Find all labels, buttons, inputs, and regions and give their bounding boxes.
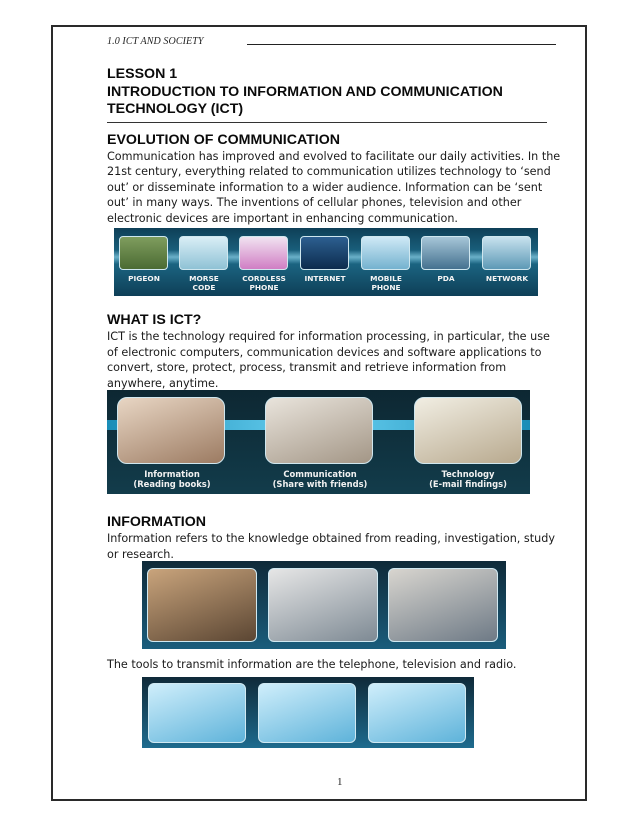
header-rule [247, 44, 556, 45]
ict-label-information-line2: (Reading books) [133, 479, 211, 489]
page-content [107, 66, 562, 226]
pigeon-photo [119, 236, 168, 270]
lesson-title-line2: TECHNOLOGY (ICT) [107, 101, 244, 117]
evolution-illustration [114, 228, 538, 296]
ict-label-communication [255, 469, 385, 489]
evo-label-pigeon: PIGEON [128, 274, 160, 283]
reading-books-photo [117, 397, 225, 464]
share-with-friends-photo [265, 397, 373, 464]
page-number: 1 [337, 776, 343, 788]
ict-illustration [107, 390, 530, 494]
morse-code-photo [179, 236, 228, 270]
evo-label-pda: PDA [437, 274, 455, 283]
ict-label-information-line1: Information [144, 469, 200, 479]
information-illustration [142, 561, 506, 649]
what-is-ict-section [107, 311, 562, 391]
information-heading: INFORMATION [107, 514, 207, 530]
what-is-ict-heading: WHAT IS ICT? [107, 312, 202, 328]
ict-label-technology-line2: (E-mail findings) [429, 479, 507, 489]
radio-photo [258, 683, 356, 743]
telephone-photo [148, 683, 246, 743]
laboratory-photo [268, 568, 378, 642]
ict-label-technology-line1: Technology [441, 469, 495, 479]
running-header: 1.0 ICT AND SOCIETY [107, 36, 204, 47]
email-findings-photo [414, 397, 522, 464]
lesson-number: LESSON 1 [107, 66, 178, 82]
ict-label-information [107, 469, 237, 489]
internet-photo [300, 236, 349, 270]
network-photo [482, 236, 531, 270]
newspaper-reader-photo [147, 568, 257, 642]
ict-label-communication-line1: Communication [283, 469, 357, 479]
information-section [107, 513, 562, 562]
computer-lab-photo [388, 568, 498, 642]
evolution-heading: EVOLUTION OF COMMUNICATION [107, 131, 341, 148]
what-is-ict-paragraph: ICT is the technology required for information processing, in particular, the use of electronic computers, communication devices and software applications to convert, store, protect, process, transmit and retrieve information from anywhere, anytime. [107, 330, 550, 390]
evo-label-internet: INTERNET [304, 274, 346, 283]
evo-label-morse: MORSE CODE [189, 274, 219, 292]
ict-label-technology [403, 469, 533, 489]
information-paragraph: Information refers to the knowledge obtained from reading, investigation, study or research. [107, 532, 555, 561]
tools-sentence: The tools to transmit information are the telephone, television and radio. [107, 658, 517, 671]
cordless-phone-photo [239, 236, 288, 270]
evo-label-cordless: CORDLESS PHONE [242, 274, 286, 292]
television-photo [368, 683, 466, 743]
tools-illustration [142, 677, 474, 748]
title-rule [107, 122, 547, 123]
lesson-title-line1: INTRODUCTION TO INFORMATION AND COMMUNICATION [107, 83, 503, 100]
evo-label-mobile: MOBILE PHONE [370, 274, 402, 292]
mobile-phone-photo [361, 236, 410, 270]
evo-label-network: NETWORK [485, 274, 529, 283]
pda-photo [421, 236, 470, 270]
ict-label-communication-line2: (Share with friends) [272, 479, 368, 489]
evolution-paragraph: Communication has improved and evolved to facilitate our daily activities. In the 21st century, everything related to communication utilizes technology to ‘send out’ or disseminate information to a wider audience. Information can be ‘sent out’ in many ways. The inventions of cellular phones, television and other electronic devices are important in enhancing communication. [107, 149, 561, 225]
